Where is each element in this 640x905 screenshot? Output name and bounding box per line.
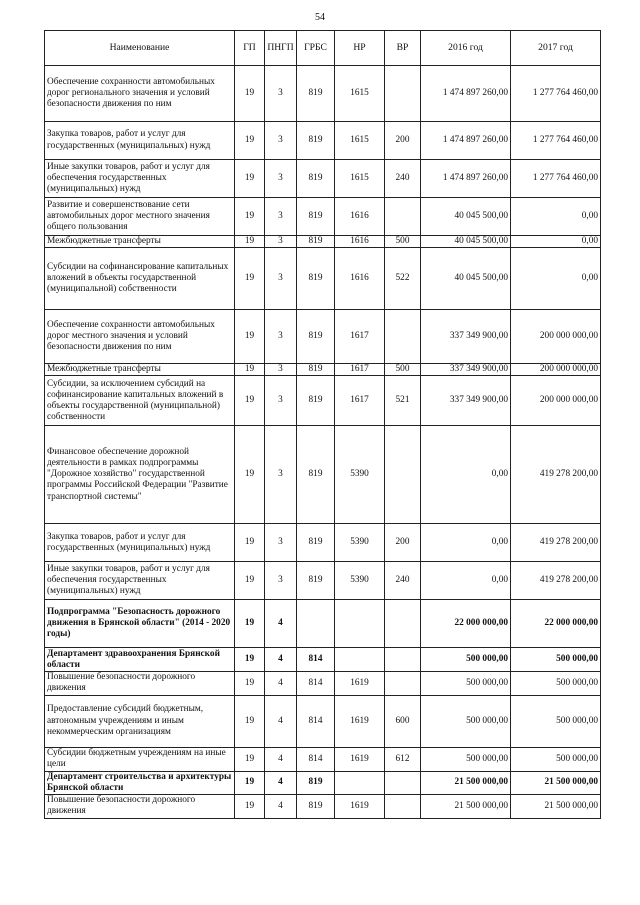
cell-grbs: 819 xyxy=(297,562,335,600)
cell-2017: 21 500 000,00 xyxy=(511,794,601,818)
cell-nr: 1619 xyxy=(335,794,385,818)
table-row xyxy=(45,160,601,198)
cell-2017: 419 278 200,00 xyxy=(511,426,601,524)
cell-pngp: 3 xyxy=(265,310,297,364)
header-grbs: ГРБС xyxy=(297,31,335,66)
cell-2016: 0,00 xyxy=(421,426,511,524)
cell-grbs: 819 xyxy=(297,248,335,310)
table-row xyxy=(45,794,601,818)
cell-name: Департамент здравоохранения Брянской области xyxy=(45,648,235,672)
table-row xyxy=(45,310,601,364)
cell-name: Развитие и совершенствование сети автомобильных дорог местного значения общего пользования xyxy=(45,198,235,236)
cell-2017: 500 000,00 xyxy=(511,695,601,747)
cell-grbs: 814 xyxy=(297,747,335,771)
cell-2016: 21 500 000,00 xyxy=(421,794,511,818)
header-2017: 2017 год xyxy=(511,31,601,66)
cell-2016: 21 500 000,00 xyxy=(421,771,511,794)
cell-vr: 521 xyxy=(385,376,421,426)
cell-name: Иные закупки товаров, работ и услуг для обеспечения государственных (муниципальных) нужд xyxy=(45,562,235,600)
cell-pngp: 3 xyxy=(265,376,297,426)
cell-name: Межбюджетные трансферты xyxy=(45,236,235,248)
cell-2016: 0,00 xyxy=(421,562,511,600)
cell-name: Иные закупки товаров, работ и услуг для обеспечения государственных (муниципальных) нужд xyxy=(45,160,235,198)
cell-2017: 200 000 000,00 xyxy=(511,376,601,426)
cell-gp: 19 xyxy=(235,160,265,198)
cell-grbs: 819 xyxy=(297,66,335,122)
header-name: Наименование xyxy=(45,31,235,66)
cell-vr xyxy=(385,198,421,236)
cell-grbs: 814 xyxy=(297,648,335,672)
cell-2017: 0,00 xyxy=(511,236,601,248)
cell-pngp: 3 xyxy=(265,198,297,236)
cell-2016: 40 045 500,00 xyxy=(421,236,511,248)
cell-vr: 200 xyxy=(385,524,421,562)
cell-nr: 1615 xyxy=(335,66,385,122)
cell-nr xyxy=(335,771,385,794)
cell-grbs: 819 xyxy=(297,122,335,160)
table-row xyxy=(45,672,601,695)
cell-name: Обеспечение сохранности автомобильных дорог регионального значения и условий безопасности движения по ним xyxy=(45,66,235,122)
cell-name: Закупка товаров, работ и услуг для государственных (муниципальных) нужд xyxy=(45,524,235,562)
cell-gp: 19 xyxy=(235,648,265,672)
cell-nr: 5390 xyxy=(335,562,385,600)
cell-gp: 19 xyxy=(235,66,265,122)
budget-table xyxy=(44,30,601,819)
cell-name: Закупка товаров, работ и услуг для государственных (муниципальных) нужд xyxy=(45,122,235,160)
cell-nr: 1617 xyxy=(335,376,385,426)
cell-pngp: 3 xyxy=(265,160,297,198)
cell-name: Обеспечение сохранности автомобильных дорог местного значения и условий безопасности движения по ним xyxy=(45,310,235,364)
cell-2017: 500 000,00 xyxy=(511,648,601,672)
cell-2017: 22 000 000,00 xyxy=(511,600,601,648)
table-row xyxy=(45,376,601,426)
header-vr: ВР xyxy=(385,31,421,66)
cell-vr xyxy=(385,66,421,122)
cell-gp: 19 xyxy=(235,198,265,236)
table-row xyxy=(45,364,601,376)
cell-nr: 1617 xyxy=(335,364,385,376)
header-gp: ГП xyxy=(235,31,265,66)
cell-nr: 1615 xyxy=(335,122,385,160)
cell-grbs: 819 xyxy=(297,310,335,364)
cell-gp: 19 xyxy=(235,376,265,426)
cell-pngp: 4 xyxy=(265,695,297,747)
cell-gp: 19 xyxy=(235,794,265,818)
cell-2017: 500 000,00 xyxy=(511,672,601,695)
cell-pngp: 3 xyxy=(265,66,297,122)
cell-gp: 19 xyxy=(235,236,265,248)
table-row xyxy=(45,236,601,248)
cell-pngp: 3 xyxy=(265,524,297,562)
cell-2017: 21 500 000,00 xyxy=(511,771,601,794)
cell-gp: 19 xyxy=(235,672,265,695)
cell-2017: 200 000 000,00 xyxy=(511,364,601,376)
page-number: 54 xyxy=(315,12,325,23)
table-row xyxy=(45,426,601,524)
cell-2016: 40 045 500,00 xyxy=(421,198,511,236)
cell-2016: 500 000,00 xyxy=(421,672,511,695)
cell-grbs: 819 xyxy=(297,376,335,426)
cell-gp: 19 xyxy=(235,426,265,524)
cell-pngp: 4 xyxy=(265,672,297,695)
cell-name: Подпрограмма "Безопасность дорожного движения в Брянской области" (2014 - 2020 годы) xyxy=(45,600,235,648)
cell-gp: 19 xyxy=(235,310,265,364)
cell-gp: 19 xyxy=(235,248,265,310)
cell-grbs: 819 xyxy=(297,794,335,818)
cell-pngp: 4 xyxy=(265,648,297,672)
cell-grbs xyxy=(297,600,335,648)
cell-2016: 500 000,00 xyxy=(421,648,511,672)
header-row xyxy=(45,31,601,66)
header-pngp: ПНГП xyxy=(265,31,297,66)
cell-name: Предоставление субсидий бюджетным, автономным учреждениям и иным некоммерческим организациям xyxy=(45,695,235,747)
cell-nr: 1616 xyxy=(335,236,385,248)
cell-vr xyxy=(385,426,421,524)
cell-2016: 0,00 xyxy=(421,524,511,562)
cell-name: Субсидии, за исключением субсидий на софинансирование капитальных вложений в объекты государственной (муниципальной) собственности xyxy=(45,376,235,426)
table-row xyxy=(45,122,601,160)
cell-2016: 1 474 897 260,00 xyxy=(421,122,511,160)
cell-2016: 22 000 000,00 xyxy=(421,600,511,648)
cell-nr: 1619 xyxy=(335,672,385,695)
cell-2017: 419 278 200,00 xyxy=(511,562,601,600)
cell-vr: 612 xyxy=(385,747,421,771)
cell-gp: 19 xyxy=(235,600,265,648)
cell-pngp: 4 xyxy=(265,794,297,818)
table-row xyxy=(45,747,601,771)
cell-name: Субсидии на софинансирование капитальных вложений в объекты государственной (муниципальной) собственности xyxy=(45,248,235,310)
cell-grbs: 814 xyxy=(297,672,335,695)
header-2016: 2016 год xyxy=(421,31,511,66)
cell-2016: 1 474 897 260,00 xyxy=(421,160,511,198)
cell-grbs: 814 xyxy=(297,695,335,747)
cell-2017: 0,00 xyxy=(511,248,601,310)
cell-2017: 1 277 764 460,00 xyxy=(511,122,601,160)
cell-gp: 19 xyxy=(235,562,265,600)
cell-2017: 0,00 xyxy=(511,198,601,236)
cell-2016: 1 474 897 260,00 xyxy=(421,66,511,122)
cell-nr: 1616 xyxy=(335,198,385,236)
cell-name: Повышение безопасности дорожного движения xyxy=(45,672,235,695)
cell-2017: 500 000,00 xyxy=(511,747,601,771)
cell-nr: 1616 xyxy=(335,248,385,310)
cell-2016: 337 349 900,00 xyxy=(421,364,511,376)
table-row xyxy=(45,562,601,600)
cell-grbs: 819 xyxy=(297,364,335,376)
cell-grbs: 819 xyxy=(297,160,335,198)
cell-gp: 19 xyxy=(235,747,265,771)
cell-name: Департамент строительства и архитектуры Брянской области xyxy=(45,771,235,794)
cell-pngp: 3 xyxy=(265,248,297,310)
cell-2016: 500 000,00 xyxy=(421,747,511,771)
cell-pngp: 4 xyxy=(265,771,297,794)
cell-2016: 337 349 900,00 xyxy=(421,376,511,426)
cell-vr xyxy=(385,648,421,672)
table-row xyxy=(45,600,601,648)
cell-nr: 1615 xyxy=(335,160,385,198)
cell-grbs: 819 xyxy=(297,198,335,236)
cell-nr: 1617 xyxy=(335,310,385,364)
cell-vr xyxy=(385,771,421,794)
cell-pngp: 4 xyxy=(265,600,297,648)
header-nr: НР xyxy=(335,31,385,66)
cell-2016: 500 000,00 xyxy=(421,695,511,747)
table-row xyxy=(45,66,601,122)
cell-vr: 240 xyxy=(385,562,421,600)
cell-vr xyxy=(385,672,421,695)
cell-gp: 19 xyxy=(235,364,265,376)
cell-vr: 200 xyxy=(385,122,421,160)
cell-pngp: 4 xyxy=(265,747,297,771)
cell-vr: 500 xyxy=(385,364,421,376)
cell-2017: 1 277 764 460,00 xyxy=(511,160,601,198)
cell-pngp: 3 xyxy=(265,562,297,600)
cell-grbs: 819 xyxy=(297,426,335,524)
table-row xyxy=(45,248,601,310)
cell-gp: 19 xyxy=(235,695,265,747)
cell-name: Субсидии бюджетным учреждениям на иные цели xyxy=(45,747,235,771)
cell-grbs: 819 xyxy=(297,236,335,248)
cell-nr xyxy=(335,600,385,648)
cell-2017: 419 278 200,00 xyxy=(511,524,601,562)
cell-nr xyxy=(335,648,385,672)
cell-name: Межбюджетные трансферты xyxy=(45,364,235,376)
cell-vr: 500 xyxy=(385,236,421,248)
cell-nr: 1619 xyxy=(335,695,385,747)
cell-2017: 200 000 000,00 xyxy=(511,310,601,364)
cell-nr: 5390 xyxy=(335,426,385,524)
cell-pngp: 3 xyxy=(265,364,297,376)
cell-vr xyxy=(385,600,421,648)
cell-gp: 19 xyxy=(235,524,265,562)
cell-gp: 19 xyxy=(235,771,265,794)
cell-2017: 1 277 764 460,00 xyxy=(511,66,601,122)
cell-vr: 522 xyxy=(385,248,421,310)
cell-2016: 337 349 900,00 xyxy=(421,310,511,364)
table-row xyxy=(45,648,601,672)
cell-pngp: 3 xyxy=(265,122,297,160)
cell-2016: 40 045 500,00 xyxy=(421,248,511,310)
cell-vr xyxy=(385,794,421,818)
cell-vr: 240 xyxy=(385,160,421,198)
cell-pngp: 3 xyxy=(265,236,297,248)
cell-vr: 600 xyxy=(385,695,421,747)
cell-vr xyxy=(385,310,421,364)
table-row xyxy=(45,198,601,236)
cell-grbs: 819 xyxy=(297,524,335,562)
cell-gp: 19 xyxy=(235,122,265,160)
cell-name: Финансовое обеспечение дорожной деятельности в рамках подпрограммы "Дорожное хозяйство" государственной программы Российской Федерации "Развитие транспортной системы" xyxy=(45,426,235,524)
cell-name: Повышение безопасности дорожного движения xyxy=(45,794,235,818)
cell-nr: 5390 xyxy=(335,524,385,562)
cell-pngp: 3 xyxy=(265,426,297,524)
cell-nr: 1619 xyxy=(335,747,385,771)
table-row xyxy=(45,524,601,562)
table-row xyxy=(45,695,601,747)
table-row xyxy=(45,771,601,794)
cell-grbs: 819 xyxy=(297,771,335,794)
